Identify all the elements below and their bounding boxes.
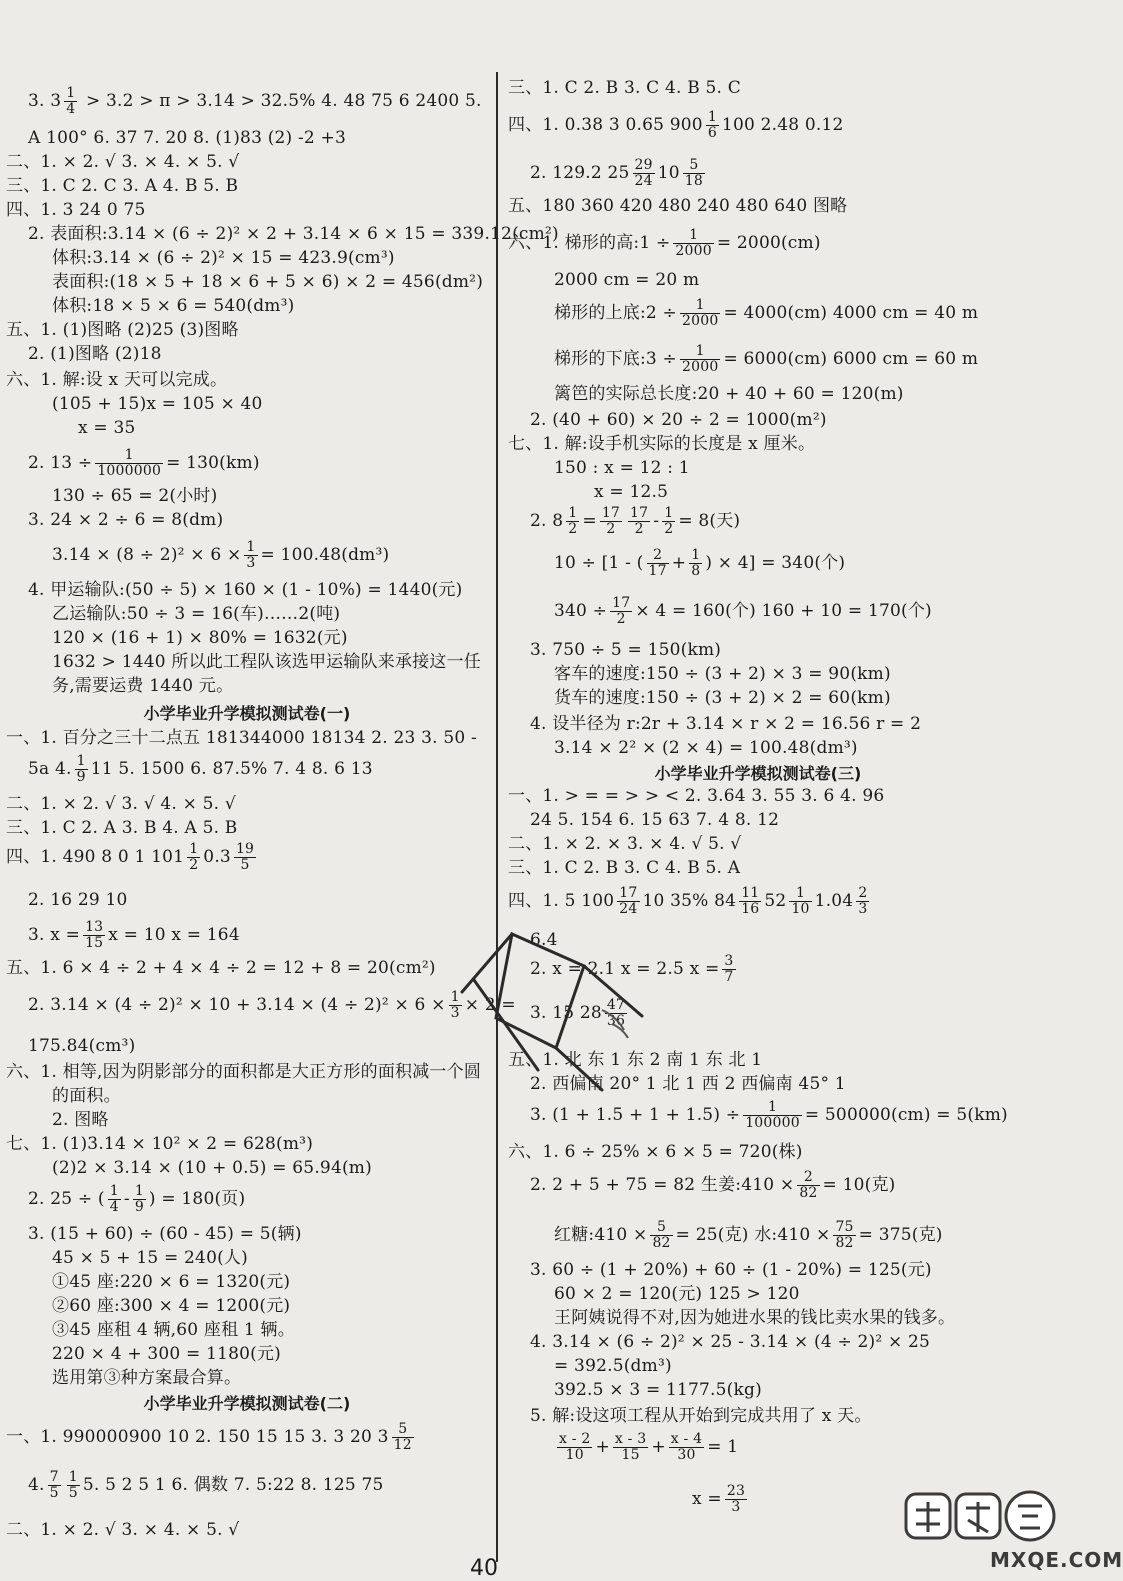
fraction	[617, 886, 639, 917]
fraction	[680, 298, 720, 329]
answer-line: 120 × (16 + 1) × 80% = 1632(元)	[52, 628, 348, 648]
fraction-numerator: 1	[673, 228, 713, 244]
fraction-denominator: 17	[648, 563, 667, 579]
fraction-denominator: 4	[66, 101, 76, 117]
section-heading: 小学毕业升学模拟测试卷(二)	[143, 1394, 351, 1413]
answer-line: 10 ÷ [1 - ( $\frac{2}{17}$ + $\frac{1}{8}$ ) × 4] = 340(个)	[554, 547, 846, 579]
fraction	[725, 1484, 747, 1515]
fraction	[797, 1170, 819, 1201]
fraction-denominator: 12	[393, 1437, 412, 1453]
page-number: 40	[470, 1556, 498, 1581]
answer-line: 乙运输队:50 ÷ 3 = 16(车)……2(吨)	[52, 604, 341, 624]
answer-line: 220 × 4 + 300 = 1180(元)	[52, 1344, 281, 1364]
fraction-numerator: 1	[789, 886, 811, 902]
fraction	[67, 1470, 80, 1501]
answer-line: 2. (40 + 60) × 20 ÷ 2 = 1000(m²)	[530, 410, 827, 430]
answer-line: 2. 129.2 25 $\frac{29}{24}$ 10 $\frac{5}{18}$	[530, 157, 704, 189]
fraction-denominator: 2	[568, 521, 578, 537]
answer-line: 2. 13 ÷ $\frac{1}{1000000}$ = 130(km)	[28, 447, 260, 479]
fraction-denominator: 9	[134, 1199, 144, 1215]
fraction	[628, 506, 650, 537]
answer-line: 梯形的上底:2 ÷ $\frac{1}{2000}$ = 4000(cm) 4000 cm = 40 m	[554, 297, 979, 329]
fraction-numerator: 1	[76, 753, 86, 769]
fraction-denominator: 15	[621, 1447, 640, 1463]
fraction-numerator: 17	[612, 595, 631, 611]
fraction-numerator: 1	[246, 539, 256, 555]
fraction-denominator: 10	[565, 1447, 584, 1463]
fraction	[64, 86, 77, 117]
answer-line: 3. x = $\frac{13}{15}$ x = 10 x = 164	[28, 919, 240, 951]
answer-line: x = 35	[78, 418, 136, 438]
fraction-denominator: 16	[741, 901, 760, 917]
answer-line: (105 + 15)x = 105 × 40	[52, 394, 263, 414]
answer-line: ③45 座租 4 辆,60 座租 1 辆。	[52, 1320, 295, 1340]
answer-line: 三、1. C 2. B 3. C 4. B 5. A	[508, 858, 741, 878]
fraction	[83, 920, 105, 951]
fraction-denominator: 82	[835, 1235, 854, 1251]
answer-line: 24 5. 154 6. 15 63 7. 4 8. 12	[530, 810, 780, 830]
fraction-denominator: 18	[684, 173, 704, 189]
answer-line: 4. $\frac{7}{5}$ $\frac{1}{5}$ 5. 5 2 5 1 6. 偶数 7. 5:22 8. 125 75	[28, 1469, 384, 1501]
fraction	[673, 228, 713, 259]
answer-line: = 392.5(dm³)	[554, 1356, 672, 1376]
answer-line: 3. 750 ÷ 5 = 150(km)	[530, 640, 722, 660]
answer-line: ①45 座:220 × 6 = 1320(元)	[52, 1272, 291, 1292]
answer-line: 2000 cm = 20 m	[554, 270, 700, 290]
answer-line: 二、1. × 2. √ 3. × 4. × 5. √	[6, 152, 240, 172]
fraction-denominator: 24	[634, 173, 653, 189]
fraction-numerator: 75	[835, 1219, 854, 1235]
fraction-denominator: 8	[691, 563, 701, 579]
fraction-denominator: 24	[619, 901, 638, 917]
answer-line: 6.4	[530, 930, 558, 950]
fraction	[856, 886, 869, 917]
answer-line: 三、1. C 2. C 3. A 4. B 5. B	[6, 176, 239, 196]
answer-line: 五、1. 北 东 1 东 2 南 1 东 北 1	[508, 1050, 763, 1070]
fraction-numerator: 3	[724, 953, 734, 969]
section-heading: 小学毕业升学模拟测试卷(一)	[143, 704, 351, 723]
answer-line: 客车的速度:150 ÷ (3 + 2) × 3 = 90(km)	[554, 664, 891, 684]
fraction	[743, 1100, 802, 1131]
answer-line: 务,需要运费 1440 元。	[52, 676, 234, 696]
answer-line: 篱笆的实际总长度:20 + 40 + 60 = 120(m)	[554, 384, 904, 404]
fraction-numerator: 11	[741, 885, 760, 901]
answer-line: 一、1. 990000900 10 2. 150 15 15 3. 3 20 3 $\frac{5}{12}$	[6, 1421, 412, 1453]
answer-line: 五、180 360 420 480 240 480 640 图略	[508, 196, 848, 216]
answer-line: 四、1. 490 8 0 1 101 $\frac{1}{2}$ 0.3 $\frac{19}{5}$	[6, 841, 255, 873]
fraction	[739, 886, 761, 917]
fraction-denominator: 15	[85, 935, 104, 951]
answer-line: 130 ÷ 65 = 2(小时)	[52, 486, 218, 506]
fraction-denominator: 2	[634, 521, 644, 537]
fraction-denominator: 2	[616, 611, 626, 627]
answer-line: 四、1. 0.38 3 0.65 900 $\frac{1}{6}$ 100 2.48 0.12	[508, 109, 844, 141]
fraction	[789, 886, 811, 917]
fraction	[647, 548, 669, 579]
fraction-numerator: 1	[680, 344, 720, 360]
fraction-denominator: 2	[664, 521, 674, 537]
fraction-numerator: 5	[650, 1220, 672, 1236]
answer-line: 2. 16 29 10	[28, 890, 128, 910]
fraction-denominator: 3	[858, 901, 868, 917]
fraction-denominator: 2000	[675, 243, 712, 259]
fraction-denominator: 10	[791, 901, 810, 917]
answer-line: 二、1. × 2. √ 3. × 4. × 5. √	[6, 1520, 240, 1540]
answer-line: 体积:18 × 5 × 6 = 540(dm³)	[52, 296, 295, 316]
answer-line: 2. 8 $\frac{1}{2}$ = $\frac{17}{2}$ $\frac{17}{2}$ - $\frac{1}{2}$ = 8(天)	[530, 505, 741, 537]
answer-line: 392.5 × 3 = 1177.5(kg)	[554, 1380, 762, 1400]
fraction-denominator: 30	[677, 1447, 696, 1463]
answer-line: 六、1. 梯形的高:1 ÷ $\frac{1}{2000}$ = 2000(cm)	[508, 227, 821, 259]
answer-line: 3. 3 $\frac{1}{4}$ > 3.2 > π > 3.14 > 32.5% 4. 48 75 6 2400 5.	[28, 85, 482, 117]
watermark-text: MXQE.COM	[990, 1548, 1123, 1572]
answer-line: 梯形的下底:3 ÷ $\frac{1}{2000}$ = 6000(cm) 6000 cm = 60 m	[554, 343, 979, 375]
fraction-numerator: 17	[619, 885, 638, 901]
answer-line: 4. 设半径为 r:2r + 3.14 × r × 2 = 16.56 r = 2	[530, 714, 922, 734]
fraction-denominator: 4	[109, 1199, 119, 1215]
fraction-numerator: 23	[726, 1483, 746, 1499]
fraction-numerator: 1	[680, 298, 720, 314]
fraction	[392, 1422, 414, 1453]
fraction	[669, 1432, 704, 1463]
fraction-numerator: 1	[68, 1469, 78, 1485]
fraction	[48, 1470, 61, 1501]
fraction-numerator: 1	[134, 1183, 144, 1199]
fraction	[689, 548, 702, 579]
answer-line: 4. 甲运输队:(50 ÷ 5) × 160 × (1 - 10%) = 1440(元)	[28, 580, 463, 600]
answer-line: 2. x = 2.1 x = 2.5 x = $\frac{3}{7}$	[530, 953, 734, 985]
answer-line: 3. (1 + 1.5 + 1 + 1.5) ÷ $\frac{1}{100000}$ = 500000(cm) = 5(km)	[530, 1099, 1008, 1131]
fraction-denominator: 9	[76, 769, 86, 785]
answer-line: 一、1. 百分之三十二点五 181344000 18134 2. 23 3. 50 -	[6, 728, 477, 748]
watermark-logo-icon	[900, 1484, 1070, 1554]
fraction-numerator: 1	[450, 989, 460, 1005]
answer-line: 3.14 × 2² × (2 × 4) = 100.48(dm³)	[554, 738, 858, 758]
fraction-numerator: 1	[691, 547, 701, 563]
fraction-denominator: 2	[189, 857, 199, 873]
answer-line: 2. 25 ÷ ( $\frac{1}{4}$ - $\frac{1}{9}$ ) = 180(页)	[28, 1183, 246, 1215]
fraction-denominator: 36	[606, 1013, 626, 1029]
answer-line: 1632 > 1440 所以此工程队该选甲运输队来承接这一任	[52, 652, 481, 672]
column-divider	[496, 72, 498, 1562]
answer-line: (2)2 × 3.14 × (10 + 0.5) = 65.94(m)	[52, 1158, 372, 1178]
answer-line: 5. 解:设这项工程从开始到完成共用了 x 天。	[530, 1406, 872, 1426]
fraction-denominator: 5	[240, 857, 250, 873]
answer-line: x = 12.5	[594, 482, 669, 502]
fraction-numerator: 2	[647, 548, 669, 564]
fraction-denominator: 6	[707, 125, 717, 141]
answer-line: 表面积:(18 × 5 + 18 × 6 + 5 × 6) × 2 = 456(dm²)	[52, 272, 484, 292]
fraction-numerator: 13	[85, 919, 104, 935]
answer-line: 4. 3.14 × (6 ÷ 2)² × 25 - 3.14 × (4 ÷ 2)² × 25	[530, 1332, 931, 1352]
fraction	[722, 954, 735, 985]
fraction-denominator: 5	[49, 1485, 59, 1501]
answer-line: 四、1. 5 100 $\frac{17}{24}$ 10 35% 84 $\frac{11}{16}$ 52 $\frac{1}{10}$ 1.04 $\frac{2}{3}$	[508, 885, 868, 917]
fraction-numerator: 1	[189, 841, 199, 857]
answer-line: 3. (15 + 60) ÷ (60 - 45) = 5(辆)	[28, 1224, 302, 1244]
fraction	[683, 158, 705, 189]
fraction-numerator: 1	[109, 1183, 119, 1199]
fraction-numerator: 5	[392, 1422, 414, 1438]
fraction-numerator: x - 3	[614, 1431, 647, 1447]
answer-line: ②60 座:300 × 4 = 1200(元)	[52, 1296, 291, 1316]
answer-line: 5a 4. $\frac{1}{9}$ 11 5. 1500 6. 87.5% 7. 4 8. 6 13	[28, 753, 373, 785]
fraction	[680, 344, 720, 375]
answer-line: $\frac{x - 2}{10}$ + $\frac{x - 3}{15}$ + $\frac{x - 4}{30}$ = 1	[559, 1431, 739, 1463]
fraction	[187, 842, 200, 873]
fraction	[662, 506, 675, 537]
answer-line: 2. 表面积:3.14 × (6 ÷ 2)² × 2 + 3.14 × 6 × 15 = 339.12(cm²)	[28, 224, 559, 244]
answer-line: 三、1. C 2. A 3. B 4. A 5. B	[6, 818, 238, 838]
answer-line: 四、1. 3 24 0 75	[6, 200, 146, 220]
answer-line: 45 × 5 + 15 = 240(人)	[52, 1248, 248, 1268]
answer-line: 六、1. 解:设 x 天可以完成。	[6, 370, 228, 390]
fraction-denominator: 2000	[682, 359, 719, 375]
fraction-denominator: 3	[731, 1499, 741, 1515]
fraction-denominator: 82	[799, 1185, 818, 1201]
fraction	[610, 596, 632, 627]
answer-line: 七、1. 解:设手机实际的长度是 x 厘米。	[508, 434, 816, 454]
answer-line: A 100° 6. 37 7. 20 8. (1)83 (2) -2 +3	[28, 128, 346, 148]
fraction-numerator: 1	[743, 1100, 802, 1116]
answer-line: 六、1. 6 ÷ 25% × 6 × 5 = 720(株)	[508, 1142, 803, 1162]
fraction-numerator: 1	[707, 109, 717, 125]
answer-line: 2. (1)图略 (2)18	[28, 344, 162, 364]
answer-line: 三、1. C 2. B 3. C 4. B 5. C	[508, 78, 741, 98]
fraction-numerator: 5	[683, 158, 705, 174]
fraction-denominator: 5	[68, 1485, 78, 1501]
answer-line: 的面积。	[52, 1086, 121, 1106]
fraction-denominator: 3	[450, 1005, 460, 1021]
answer-line: 2. 2 + 5 + 75 = 82 生姜:410 × $\frac{2}{82}$ = 10(克)	[530, 1169, 896, 1201]
fraction-numerator: 47	[606, 997, 626, 1013]
fraction-numerator: 17	[601, 505, 621, 521]
answer-line: 150 : x = 12 : 1	[554, 458, 690, 478]
fraction-numerator: 1	[568, 505, 578, 521]
fraction-numerator: 7	[49, 1469, 59, 1485]
answer-line: 五、1. 6 × 4 ÷ 2 + 4 × 4 ÷ 2 = 12 + 8 = 20(cm²)	[6, 958, 436, 978]
fraction	[244, 540, 257, 571]
fraction	[600, 506, 622, 537]
fraction	[133, 1184, 146, 1215]
fraction	[108, 1184, 121, 1215]
answer-line: 3. 24 × 2 ÷ 6 = 8(dm)	[28, 510, 224, 530]
fraction-denominator: 2000	[682, 313, 719, 329]
answer-line: 五、1. (1)图略 (2)25 (3)图略	[6, 320, 239, 340]
fraction-numerator: 29	[634, 157, 653, 173]
answer-line: 货车的速度:150 ÷ (3 + 2) × 2 = 60(km)	[554, 688, 891, 708]
fraction-denominator: 82	[652, 1235, 671, 1251]
fraction	[566, 506, 579, 537]
answer-line: 六、1. 相等,因为阴影部分的面积都是大正方形的面积减一个圆	[6, 1062, 482, 1082]
answer-line: 2. 3.14 × (4 ÷ 2)² × 10 + 3.14 × (4 ÷ 2)² × 6 × $\frac{1}{3}$ × 2 =	[28, 989, 516, 1021]
answer-line: 340 ÷ $\frac{17}{2}$ × 4 = 160(个) 160 + 10 = 170(个)	[554, 595, 932, 627]
answer-line: 3. 60 ÷ (1 + 20%) + 60 ÷ (1 - 20%) = 125(元)	[530, 1260, 932, 1280]
answer-line: 七、1. (1)3.14 × 10² × 2 = 628(m³)	[6, 1134, 314, 1154]
fraction-numerator: 2	[858, 885, 868, 901]
answer-line: 二、1. × 2. √ 3. √ 4. × 5. √	[6, 794, 236, 814]
answer-line: 选用第③种方案最合算。	[52, 1368, 242, 1388]
answer-line: 王阿姨说得不对,因为她进水果的钱比卖水果的钱多。	[554, 1308, 956, 1328]
fraction	[833, 1220, 855, 1251]
fraction	[650, 1220, 672, 1251]
answer-line: 3.14 × (8 ÷ 2)² × 6 × $\frac{1}{3}$ = 100.48(dm³)	[52, 539, 390, 571]
fraction-numerator: 1	[664, 505, 674, 521]
section-heading: 小学毕业升学模拟测试卷(三)	[654, 764, 862, 783]
fraction-denominator: 1000000	[97, 463, 162, 479]
fraction-numerator: 17	[630, 505, 649, 521]
fraction	[557, 1432, 592, 1463]
fraction	[613, 1432, 648, 1463]
fraction-numerator: 19	[235, 841, 255, 857]
fraction	[706, 110, 719, 141]
answer-line: 红糖:410 × $\frac{5}{82}$ = 25(克) 水:410 × $\frac{75}{82}$ = 375(克)	[554, 1219, 943, 1251]
answer-line: x = $\frac{23}{3}$	[692, 1483, 746, 1515]
fraction-numerator: 2	[797, 1170, 819, 1186]
answer-line: 二、1. × 2. × 3. × 4. √ 5. √	[508, 834, 742, 854]
fraction	[234, 842, 256, 873]
answer-line: 一、1. > = = > > < 2. 3.64 3. 55 3. 6 4. 96	[508, 786, 885, 806]
fraction	[75, 754, 88, 785]
stamp-mark-icon	[452, 920, 682, 1100]
fraction	[95, 448, 163, 479]
fraction-denominator: 7	[724, 969, 734, 985]
fraction-denominator: 3	[246, 555, 256, 571]
fraction-denominator: 2	[606, 521, 616, 537]
answer-line: 体积:3.14 × (6 ÷ 2)² × 15 = 423.9(cm³)	[52, 248, 395, 268]
fraction-numerator: 1	[66, 85, 76, 101]
fraction-numerator: 1	[95, 448, 163, 464]
answer-line: 175.84(cm³)	[28, 1036, 136, 1056]
answer-line: 60 × 2 = 120(元) 125 > 120	[554, 1284, 800, 1304]
fraction	[633, 158, 655, 189]
answer-line: 2. 图略	[52, 1110, 109, 1130]
fraction-denominator: 100000	[745, 1115, 800, 1131]
answer-line: 2. 西偏南 20° 1 北 1 西 2 西偏南 45° 1	[530, 1074, 846, 1094]
answer-line: 3. 15 28 $\frac{47}{36}$	[530, 997, 626, 1029]
fraction-numerator: x - 2	[559, 1431, 591, 1447]
fraction-numerator: x - 4	[670, 1431, 703, 1447]
